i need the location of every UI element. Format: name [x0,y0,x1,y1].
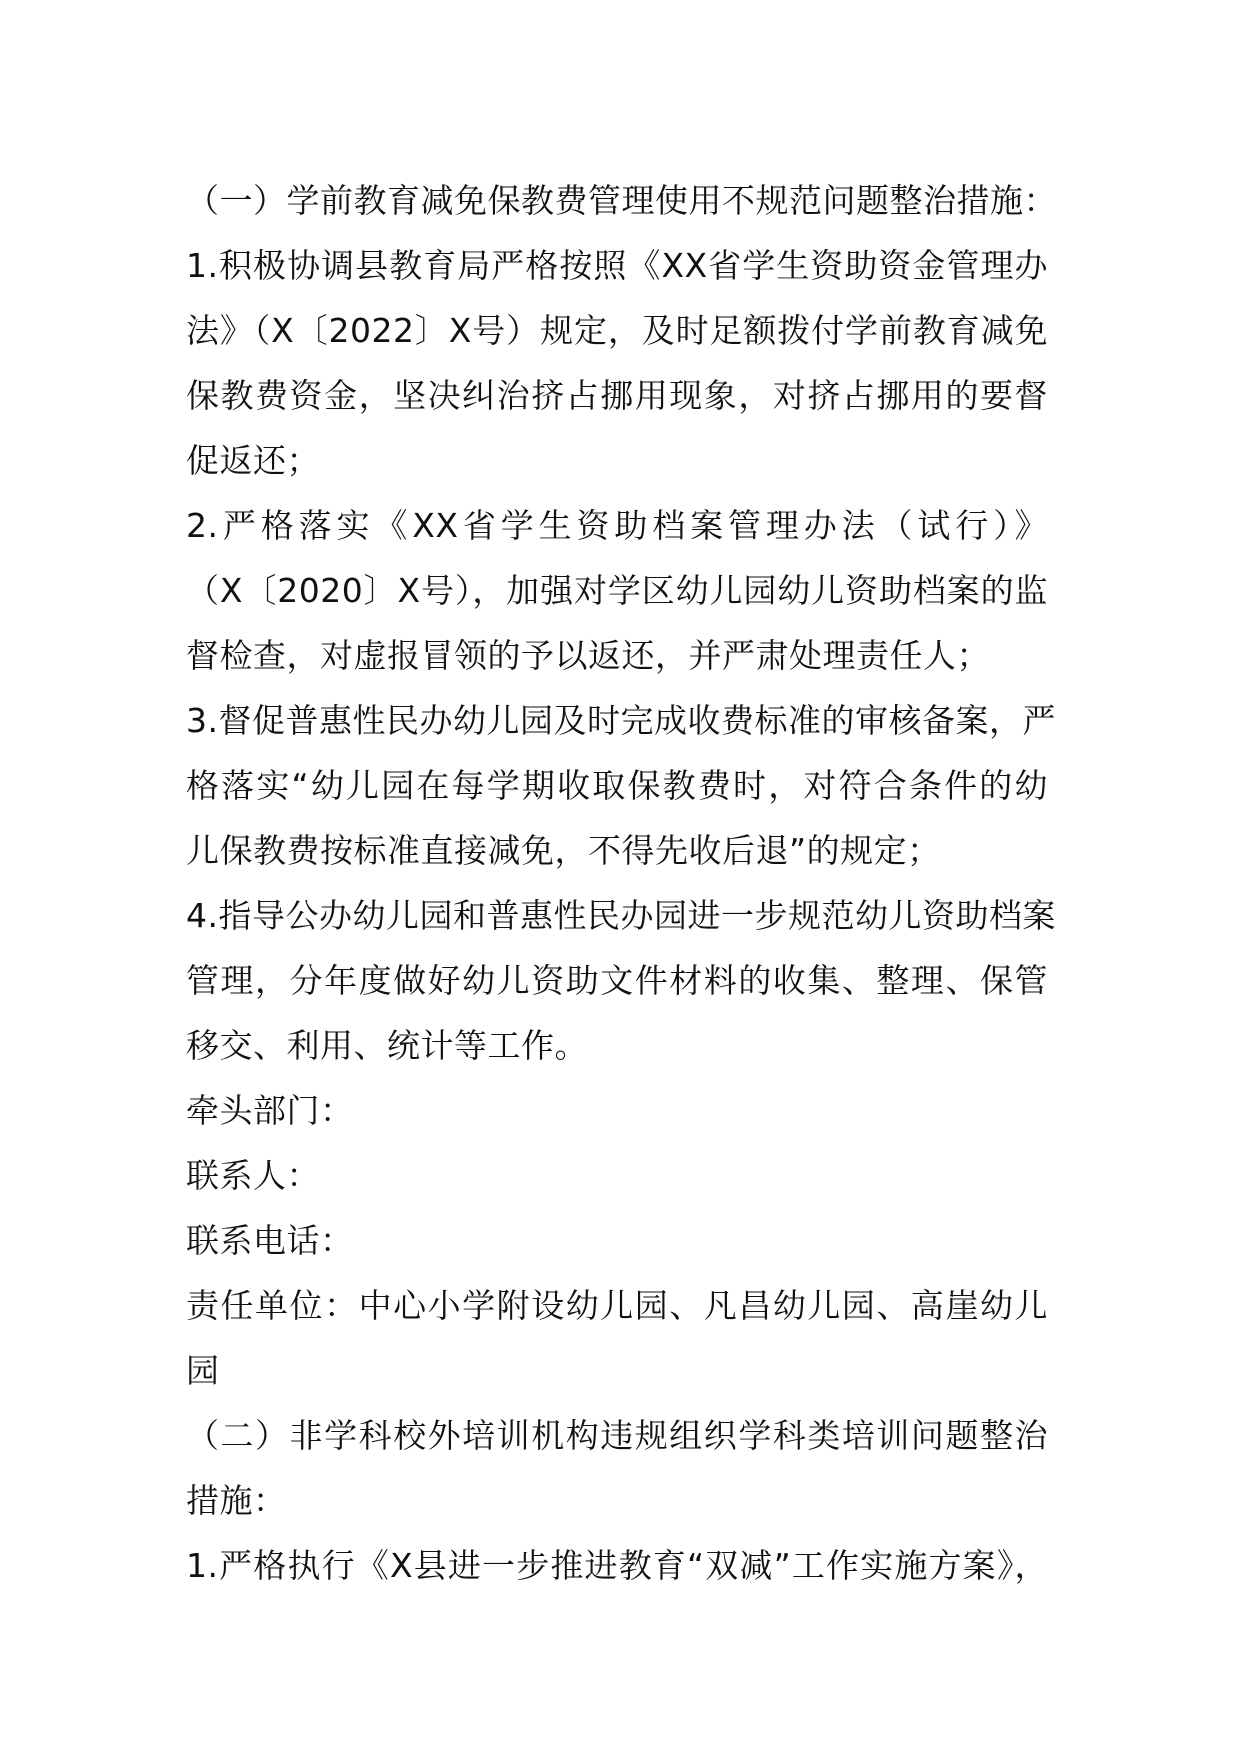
responsible-units-line-2: 园 [186,1351,220,1390]
measure-3-line-3: 儿保教费按标准直接减免，不得先收后退”的规定； [186,831,941,870]
section-2-measure-1-line-1: 1.严格执行《X县进一步推进教育“双减”工作实施方案》， [186,1546,1048,1585]
measure-4-line-2: 管理，分年度做好幼儿资助文件材料的收集、整理、保管 [186,961,1048,1000]
measure-4-line-3: 移交、利用、统计等工作。 [186,1026,588,1065]
measure-2-line-3: 督检查，对虚报冒领的予以返还，并严肃处理责任人； [186,636,990,675]
section-heading-2-line-2: 措施： [186,1481,287,1520]
measure-2-line-1: 2.严格落实《XX省学生资助档案管理办法（试行）》 [186,506,1048,545]
measure-1-line-2: 法》（X〔2022〕X号）规定，及时足额拨付学前教育减免 [186,311,1048,350]
measure-1-line-3: 保教费资金，坚决纠治挤占挪用现象，对挤占挪用的要督 [186,376,1048,415]
measure-4-line-1: 4.指导公办幼儿园和普惠性民办园进一步规范幼儿资助档案 [186,896,1056,935]
section-heading-1: （一）学前教育减免保教费管理使用不规范问题整治措施： [186,181,1057,220]
responsible-units-line-1: 责任单位：中心小学附设幼儿园、凡昌幼儿园、高崖幼儿 [186,1286,1048,1325]
measure-2-line-2: （X〔2020〕X号），加强对学区幼儿园幼儿资助档案的监 [186,571,1048,610]
lead-department-label: 牵头部门： [186,1091,354,1130]
measure-3-line-1: 3.督促普惠性民办幼儿园及时完成收费标准的审核备案，严 [186,701,1056,740]
measure-3-line-2: 格落实“幼儿园在每学期收取保教费时，对符合条件的幼 [186,766,1048,805]
section-heading-2-line-1: （二）非学科校外培训机构违规组织学科类培训问题整治 [186,1416,1048,1455]
contact-person-label: 联系人： [186,1156,320,1195]
measure-1-line-1: 1.积极协调县教育局严格按照《XX省学生资助资金管理办 [186,246,1048,285]
measure-1-line-4: 促返还； [186,441,320,480]
document-body [186,168,1057,1598]
contact-phone-label: 联系电话： [186,1221,354,1260]
